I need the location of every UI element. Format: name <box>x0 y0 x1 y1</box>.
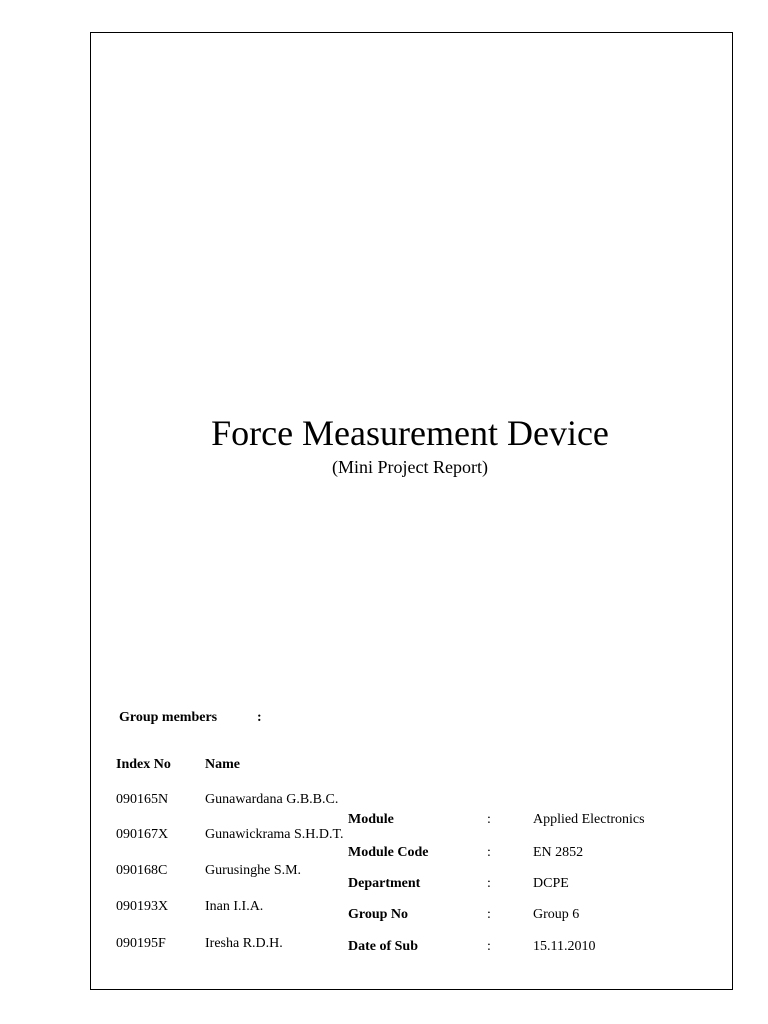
info-label: Module <box>348 812 394 827</box>
group-members-label: Group members <box>119 710 218 725</box>
info-value: DCPE <box>533 876 569 891</box>
group-members-colon: : <box>257 710 262 725</box>
member-name: Gunawickrama S.H.D.T. <box>205 827 344 842</box>
document-subtitle: (Mini Project Report) <box>332 457 488 477</box>
info-value: Group 6 <box>533 907 580 922</box>
info-separator: : <box>487 939 491 954</box>
info-separator: : <box>487 812 491 827</box>
member-index: 090195F <box>116 936 166 951</box>
info-label: Department <box>348 876 421 891</box>
member-index: 090165N <box>116 792 169 807</box>
info-value: EN 2852 <box>533 845 584 860</box>
info-separator: : <box>487 876 491 891</box>
info-value: Applied Electronics <box>533 812 645 827</box>
info-label: Module Code <box>348 845 429 860</box>
info-label: Group No <box>348 907 409 922</box>
member-index: 090167X <box>116 827 169 842</box>
info-separator: : <box>487 845 491 860</box>
info-separator: : <box>487 907 491 922</box>
document-title: Force Measurement Device <box>211 413 609 453</box>
info-label: Date of Sub <box>348 939 419 954</box>
member-index: 090193X <box>116 899 169 914</box>
member-index: 090168C <box>116 863 168 878</box>
name-header: Name <box>205 757 240 772</box>
member-name: Inan I.I.A. <box>205 899 264 914</box>
member-name: Iresha R.D.H. <box>205 936 283 951</box>
member-name: Gunawardana G.B.B.C. <box>205 792 339 807</box>
info-value: 15.11.2010 <box>533 939 596 954</box>
index-no-header: Index No <box>116 757 171 772</box>
member-name: Gurusinghe S.M. <box>205 863 302 878</box>
